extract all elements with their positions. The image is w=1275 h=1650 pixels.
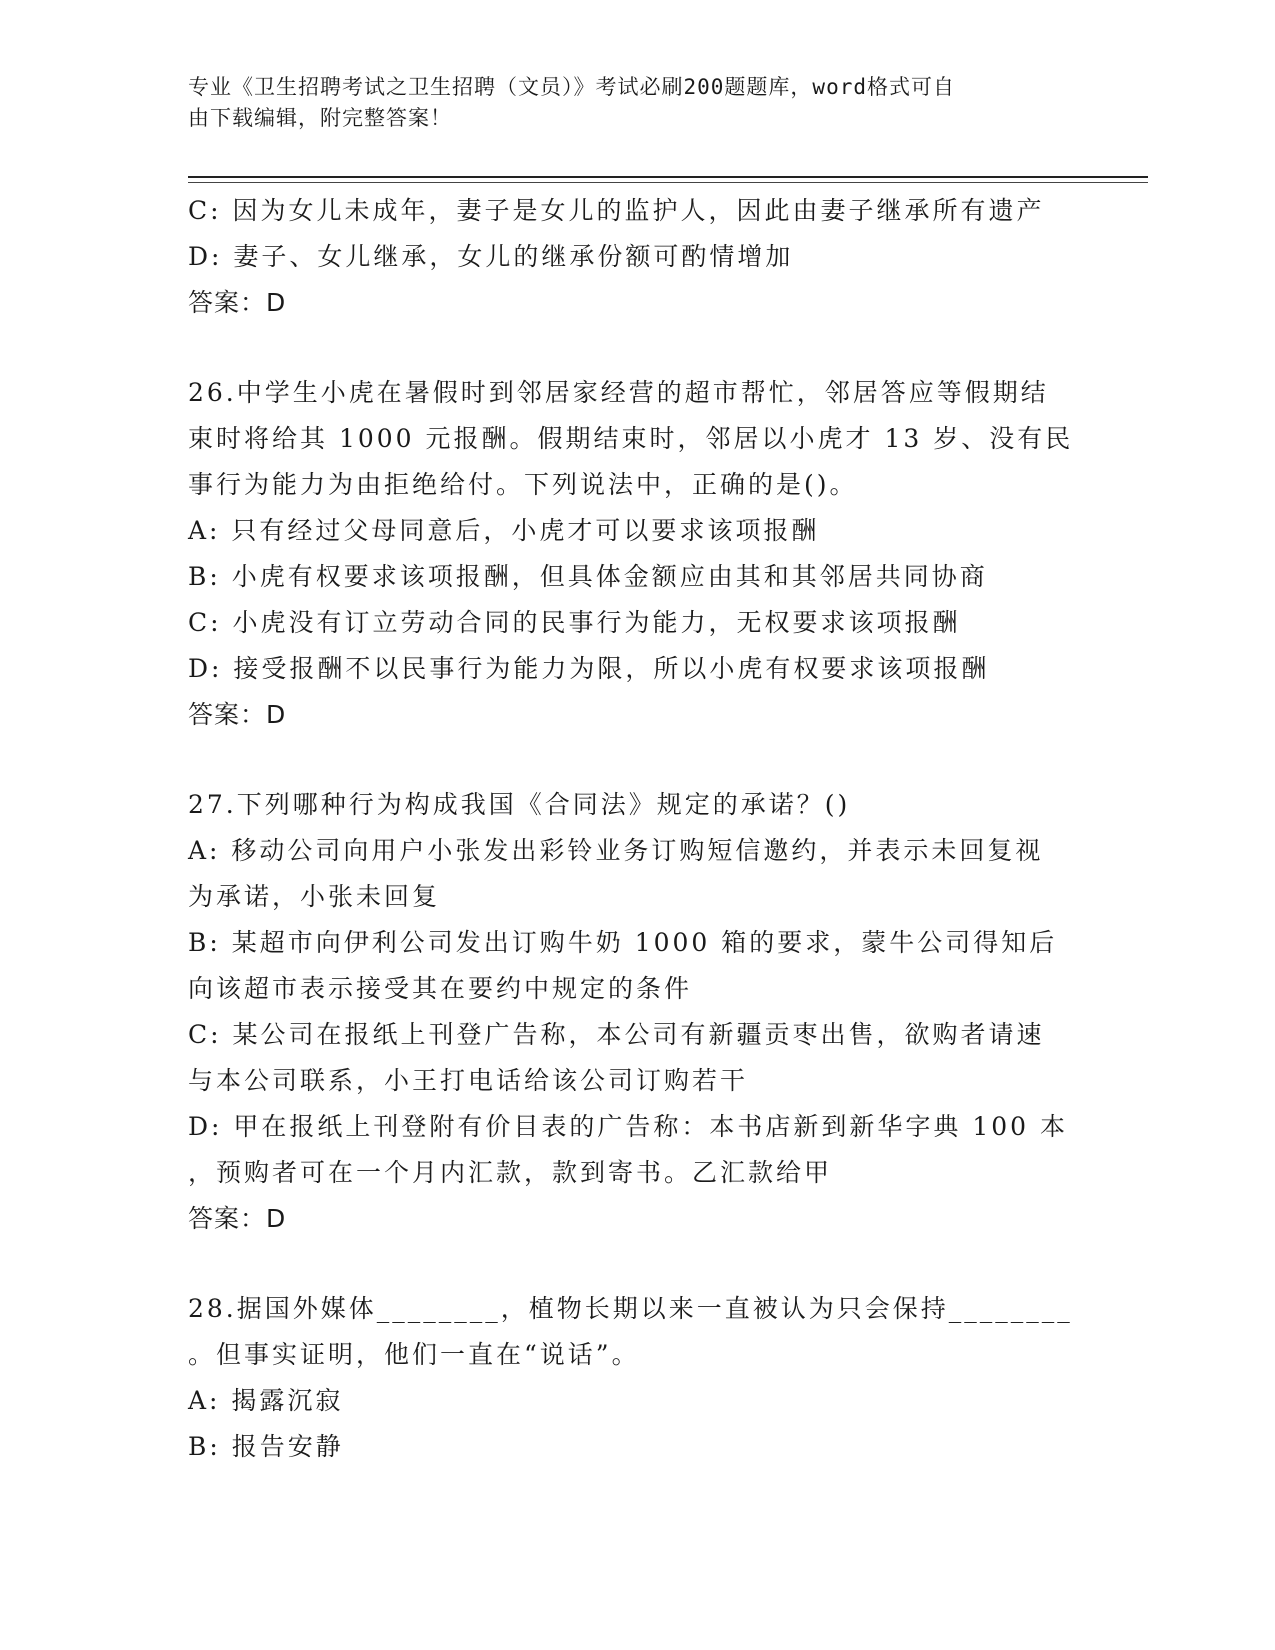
option-a: A: 揭露沉寂 — [188, 1386, 344, 1415]
option-d: D: 接受报酬不以民事行为能力为限，所以小虎有权要求该项报酬 — [188, 654, 990, 683]
answer-line: 答案：D — [188, 700, 287, 729]
option-d: D: 妻子、女儿继承，女儿的继承份额可酌情增加 — [188, 242, 794, 271]
option-c: C: 小虎没有订立劳动合同的民事行为能力，无权要求该项报酬 — [188, 608, 961, 637]
document-header — [188, 72, 1068, 134]
question-25-continued — [188, 188, 1088, 326]
header-line-1: 专业《卫生招聘考试之卫生招聘（文员）》考试必刷200题题库，word格式可自 — [188, 75, 955, 99]
question-stem: 27.下列哪种行为构成我国《合同法》规定的承诺？() — [188, 790, 851, 819]
option-d-continued: ，预购者可在一个月内汇款，款到寄书。乙汇款给甲 — [188, 1158, 833, 1187]
header-rule-thick — [188, 176, 1148, 178]
question-28 — [188, 1286, 1088, 1470]
option-b: B: 报告安静 — [188, 1432, 344, 1461]
question-26 — [188, 370, 1088, 738]
option-d: D: 甲在报纸上刊登附有价目表的广告称：本书店新到新华字典 100 本 — [188, 1112, 1069, 1141]
question-stem-line: 束时将给其 1000 元报酬。假期结束时，邻居以小虎才 13 岁、没有民 — [188, 424, 1074, 453]
answer-line: 答案：D — [188, 1204, 287, 1233]
option-a: A: 移动公司向用户小张发出彩铃业务订购短信邀约，并表示未回复视 — [188, 836, 1044, 865]
option-c-continued: 与本公司联系，小王打电话给该公司订购若干 — [188, 1066, 749, 1095]
option-b-continued: 向该超市表示接受其在要约中规定的条件 — [188, 974, 693, 1003]
question-stem-line: 26.中学生小虎在暑假时到邻居家经营的超市帮忙，邻居答应等假期结 — [188, 378, 1049, 407]
option-b: B: 小虎有权要求该项报酬，但具体金额应由其和其邻居共同协商 — [188, 562, 988, 591]
answer-line: 答案：D — [188, 288, 287, 317]
option-c: C: 某公司在报纸上刊登广告称，本公司有新疆贡枣出售，欲购者请速 — [188, 1020, 1045, 1049]
option-c: C: 因为女儿未成年，妻子是女儿的监护人，因此由妻子继承所有遗产 — [188, 196, 1045, 225]
question-stem-line: 事行为能力为由拒绝给付。下列说法中，正确的是()。 — [188, 470, 858, 499]
option-a: A: 只有经过父母同意后，小虎才可以要求该项报酬 — [188, 516, 820, 545]
question-stem-line: 。但事实证明，他们一直在“说话”。 — [188, 1340, 640, 1369]
option-a-continued: 为承诺，小张未回复 — [188, 882, 441, 911]
question-stem-line: 28.据国外媒体________，植物长期以来一直被认为只会保持________ — [188, 1294, 1073, 1323]
header-line-2: 由下载编辑，附完整答案！ — [188, 106, 452, 130]
header-rule-thin — [188, 182, 1148, 183]
document-body — [188, 188, 1088, 1470]
option-b: B: 某超市向伊利公司发出订购牛奶 1000 箱的要求，蒙牛公司得知后 — [188, 928, 1058, 957]
question-27 — [188, 782, 1088, 1242]
